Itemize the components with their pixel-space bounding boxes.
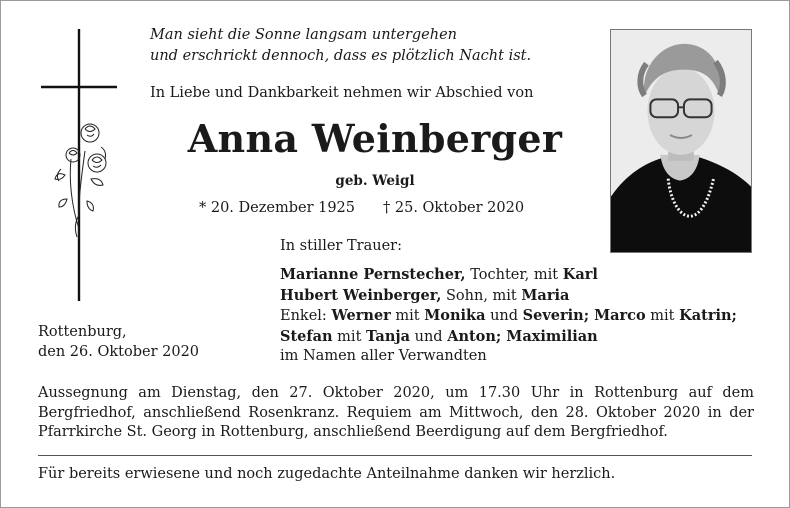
mourner-name: Karl	[562, 266, 598, 283]
life-dates	[199, 200, 524, 216]
mourner-relation: Enkel:	[280, 308, 332, 324]
mourner-line	[280, 265, 737, 286]
mourner-name: Severin; Marco	[522, 307, 646, 324]
mourner-line	[280, 306, 737, 327]
mourner-line	[280, 286, 737, 307]
deceased-name: Anna Weinberger	[187, 116, 563, 161]
mourner-name: Marianne Pernstecher,	[280, 266, 466, 283]
divider	[38, 455, 752, 456]
service-details: Aussegnung am Dienstag, den 27. Oktober 2020, um 17.30 Uhr in Rottenburg auf dem Bergfriedhof, anschließend Rosenkranz. Requiem am Mittwoch, den 28. Oktober 2020 in der Pfarrkirche St. Georg in Rottenburg, anschließend Beerdigung auf dem Bergfriedhof.	[38, 385, 754, 440]
mourner-name: Tanja	[366, 327, 410, 345]
connector-text: und	[410, 328, 448, 345]
place-and-date	[38, 323, 199, 362]
birth-date: * 20. Dezember 1925	[199, 200, 356, 216]
poem-quote	[150, 25, 531, 67]
cross-with-roses-icon	[41, 29, 117, 301]
mourner-name: Katrin;	[679, 307, 737, 324]
poem-line-1: Man sieht die Sonne langsam untergehen	[150, 27, 457, 43]
poem-line-2: und erschrickt dennoch, dass es plötzlich Nacht ist.	[150, 48, 532, 64]
place-city: Rottenburg,	[38, 324, 127, 340]
mourner-name: Anton; Maximilian	[447, 327, 598, 345]
place-date: den 26. Oktober 2020	[38, 343, 200, 360]
mourner-name: Stefan	[280, 327, 333, 345]
connector-text: mit	[390, 308, 425, 324]
maiden-name: geb. Weigl	[335, 173, 415, 189]
mourner-relation: Tochter, mit	[465, 267, 563, 283]
mourner-relation: Sohn, mit	[441, 287, 522, 304]
mourner-name: Maria	[521, 286, 570, 304]
mourner-name: Monika	[424, 307, 486, 324]
mourner-line	[280, 327, 737, 348]
connector-text: mit	[332, 328, 367, 345]
farewell-intro: In Liebe und Dankbarkeit nehmen wir Abschied von	[150, 85, 534, 101]
mourner-line: im Namen aller Verwandten	[280, 348, 487, 364]
mourners-list	[280, 265, 737, 367]
connector-text: und	[485, 308, 523, 324]
portrait-photo	[610, 29, 752, 253]
mourning-heading: In stiller Trauer:	[280, 238, 402, 254]
mourner-name: Hubert Weinberger,	[280, 286, 442, 304]
thanks-note: Für bereits erwiesene und noch zugedachte Anteilnahme danken wir herzlich.	[38, 466, 616, 482]
mourner-name: Werner	[331, 307, 391, 324]
death-date: † 25. Oktober 2020	[383, 200, 525, 216]
connector-text: mit	[645, 308, 680, 324]
